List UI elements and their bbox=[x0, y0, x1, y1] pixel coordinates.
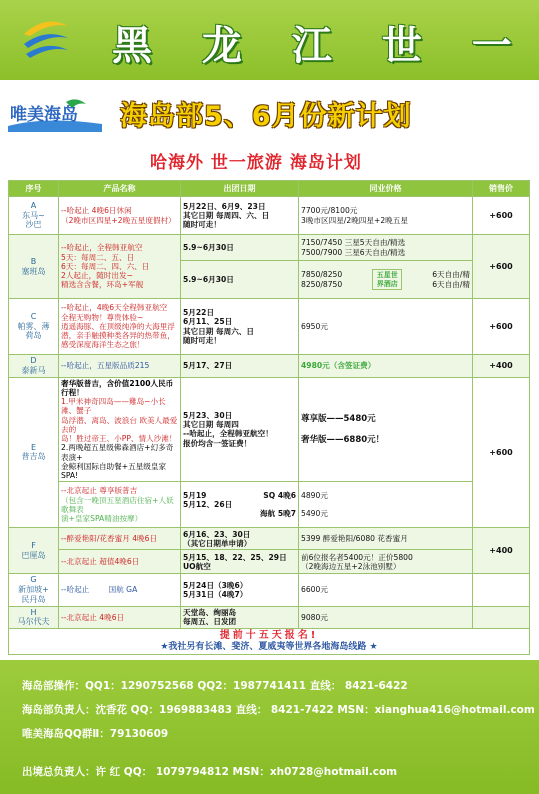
price-cell: 4980元（含签证费） bbox=[299, 355, 473, 378]
hotel-box: 五星世界酒店 bbox=[372, 269, 402, 290]
header-sale-price: 销售价 bbox=[473, 181, 530, 197]
table-row bbox=[9, 355, 530, 378]
dates-cell: 5月19 SQ 4晚6 5月12、26日 海航 5晚7 bbox=[181, 482, 299, 528]
table-row bbox=[9, 482, 530, 528]
route-code: A 东马~ 沙巴 bbox=[9, 197, 59, 235]
footer-line-qq-group: 唯美海岛QQ群Ⅱ：79130609 bbox=[22, 728, 169, 740]
sale-cell: +600 bbox=[473, 299, 530, 355]
route-code: C 帕雾、薄 荷岛 bbox=[9, 299, 59, 355]
header-band bbox=[0, 0, 539, 80]
island-logo-icon bbox=[6, 96, 104, 132]
sale-cell bbox=[473, 606, 530, 629]
dates-cell: 5月23、30日 其它日期 每周四 --哈起止，全程韩亚航空！ 报价均含一签证费！ bbox=[181, 377, 299, 482]
price-cell: 7700元/8100元 3晚市区四星/2晚四星+2晚五星 bbox=[299, 197, 473, 235]
plan-table bbox=[8, 180, 530, 655]
sale-cell bbox=[473, 574, 530, 606]
route-code: B 塞班岛 bbox=[9, 235, 59, 299]
table-row bbox=[9, 299, 530, 355]
header-index: 序号 bbox=[9, 181, 59, 197]
dates-cell: 6月16、23、30日 （其它日期单申请） bbox=[181, 528, 299, 550]
price-cell: 9080元 bbox=[299, 606, 473, 629]
footer bbox=[0, 660, 539, 794]
product-cell: --醉爱艳阳/花香蜜月 4晚6日 bbox=[59, 528, 181, 550]
main-title: 海岛部5、6月份新计划 bbox=[120, 101, 412, 132]
table-row bbox=[9, 377, 530, 482]
price-cell: 4890元 5490元 bbox=[299, 482, 473, 528]
route-code: D 泰新马 bbox=[9, 355, 59, 378]
header-dates: 出团日期 bbox=[181, 181, 299, 197]
price-cell: 7150/7450 三星5天自由/精选 7500/7900 三星6天自由/精选 bbox=[299, 235, 473, 261]
dates-cell: 5月17、27日 bbox=[181, 355, 299, 378]
brand-name: 黑 龙 江 世 一 bbox=[112, 23, 530, 69]
price-cell: 尊享版——5480元 奢华版——6880元！ bbox=[299, 377, 473, 482]
sale-cell: +400 bbox=[473, 528, 530, 574]
sale-cell: +400 bbox=[473, 355, 530, 378]
product-cell: --哈起止，五星版品质215 bbox=[59, 355, 181, 378]
product-cell: --北京起止 尊享版普吉 （包含一晚顶五星酒店住宿+人妖歌舞表 演+皇家SPA精油按摩） bbox=[59, 482, 181, 528]
route-code: E 普吉岛 bbox=[9, 377, 59, 528]
product-cell: --北京起止 超值4晚6日 bbox=[59, 550, 181, 574]
table-row bbox=[9, 197, 530, 235]
product-cell: --哈起止 4晚6日休闲 （2晚市区四星+2晚五星度假村） bbox=[59, 197, 181, 235]
header-product: 产品名称 bbox=[59, 181, 181, 197]
product-cell: --哈起止，4晚6天全程韩亚航空 全程无购物！尊贵体验~ 逍遥海豚、在顶级纯净的大海里浮 潜，亲手触摸种类各异的热带鱼， 感受深度海洋生态之旅！ bbox=[59, 299, 181, 355]
table-row bbox=[9, 606, 530, 629]
footer-line-operations: 海岛部操作：QQ1：1290752568 QQ2：1987741411 直线： 8421-6422 bbox=[22, 680, 408, 692]
other-islands-note: ★我社另有长滩、斐济、夏威夷等世界各地海岛线路 ★ bbox=[160, 642, 378, 653]
table-row bbox=[9, 235, 530, 261]
product-cell: --北京起止 4晚6日 bbox=[59, 606, 181, 629]
table-row bbox=[9, 574, 530, 606]
route-code: H 马尔代夫 bbox=[9, 606, 59, 629]
dates-cell: 5.9~6月30日 bbox=[181, 235, 299, 261]
dates-cell: 5月22日 6月11、25日 其它日期 每周六、日 随时可走！ bbox=[181, 299, 299, 355]
company-logo-icon bbox=[20, 12, 72, 64]
note-row bbox=[9, 629, 530, 655]
route-code: F 巴厘岛 bbox=[9, 528, 59, 574]
route-code: G 新加坡+ 民丹岛 bbox=[9, 574, 59, 606]
sub-title: 哈海外 世一旅游 海岛计划 bbox=[150, 153, 362, 173]
sale-cell: +600 bbox=[473, 235, 530, 299]
price-cell: 6600元 bbox=[299, 574, 473, 606]
dates-cell: 5.9~6月30日 bbox=[181, 261, 299, 299]
price-cell: 前6位报名者5400元！正价5800 （2晚海边五星+2泳池别墅） bbox=[299, 550, 473, 574]
table-header-row bbox=[9, 181, 530, 197]
price-cell: 6950元 bbox=[299, 299, 473, 355]
product-cell: --哈起止，全程韩亚航空 5天：每周二、五、日 6天：每周二、四、六、日 2人起止，随时出发~ 精选含含餐，环岛+军舰 bbox=[59, 235, 181, 299]
price-cell: 5399 醉爱艳阳/6080 花香蜜月 bbox=[299, 528, 473, 550]
svg-text:唯美海岛: 唯美海岛 bbox=[10, 105, 78, 125]
footer-line-manager: 海岛部负责人：沈香花 QQ：1969883483 直线： 8421-7422 MSN：xianghua416@hotmail.com bbox=[22, 704, 535, 716]
signup-note: 提前十五天报名! bbox=[219, 630, 319, 641]
footer-line-director: 出境总负责人：许 红 QQ： 1079794812 MSN：xh0728@hotmail.com bbox=[22, 766, 398, 778]
header-trade-price: 同业价格 bbox=[299, 181, 473, 197]
dates-cell: 5月24日（3晚6） 5月31日（4晚7） bbox=[181, 574, 299, 606]
price-cell: 7850/8250 8250/8750 五星世界酒店 6天自由/精 6天自由/精 bbox=[299, 261, 473, 299]
dates-cell: 5月22日、6月9、23日 其它日期 每周四、六、日 随时可走！ bbox=[181, 197, 299, 235]
dates-cell: 天堂岛、绚丽岛 每周五、日发团 bbox=[181, 606, 299, 629]
sale-cell: +600 bbox=[473, 377, 530, 528]
sale-cell: +600 bbox=[473, 197, 530, 235]
table-row bbox=[9, 528, 530, 550]
product-cell: --哈起止 国航 GA bbox=[59, 574, 181, 606]
dates-cell: 5月15、18、22、25、29日 UO航空 bbox=[181, 550, 299, 574]
product-cell: 奢华版普吉，含价值2100人民币行程！ 1.甲米神奇四岛——雞岛~小长滩、蟹子 岛浮潜、离岛、波浪台 欧美人最爱去的 岛！胜过帝王、小PP、情人沙滩！ 2.两晚超五星级佛森酒店+幻多奇表演+ 金鲸利国际自助餐+五星级皇家SPA! bbox=[59, 377, 181, 482]
note-cell bbox=[9, 629, 530, 655]
table-row bbox=[9, 550, 530, 574]
